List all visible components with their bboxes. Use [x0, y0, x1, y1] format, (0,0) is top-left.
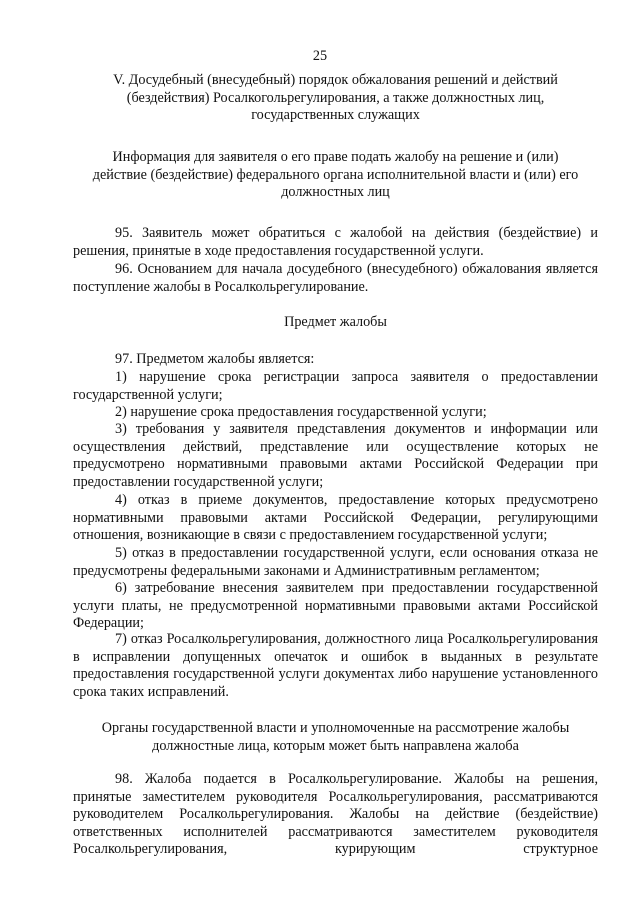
section-title [73, 72, 598, 125]
organs-heading [73, 720, 598, 755]
list-item: 2) нарушение срока предоставления государственной услуги; [115, 404, 487, 420]
list-item: 1) нарушение срока регистрации запроса заявителя о предоставлении государственной услуги; [73, 369, 598, 403]
info-heading-line: действие (бездействие) федерального органа исполнительной власти и (или) его [92, 166, 579, 183]
subject-heading: Предмет жалобы [284, 314, 387, 330]
info-heading-line: должностных лиц [281, 184, 390, 200]
paragraph-95: 95. Заявитель может обратиться с жалобой на действия (бездействие) и решения, принятые в ходе предоставления государственной услуги. [73, 225, 598, 259]
page-number: 25 [312, 48, 328, 64]
info-heading-line: Информация для заявителя о его праве подать жалобу на решение и (или) [112, 149, 559, 165]
paragraph-98: 98. Жалоба подается в Росалкольрегулирование. Жалобы на решения, принятые заместителем руководителя Росалкольрегулирования, рассматриваются руководителем Росалкольрегулирования. Жалобы на действие (бездействие) ответственных исполнителей рассматриваются заместителем руководителя Росалкольрегулирования, курирующим структурное [73, 771, 598, 857]
list-item: 5) отказ в предоставлении государственной услуги, если основания отказа не предусмотрены федеральными законами и Административным регламентом; [73, 545, 598, 579]
section-title-line: государственных служащих [251, 107, 420, 123]
section-title-line: (бездействия) Росалкогольрегулирования, а также должностных лиц, [126, 89, 545, 106]
paragraph-97: 97. Предметом жалобы является: [115, 351, 315, 367]
organs-heading-line: должностные лица, которым может быть направлена жалоба [152, 737, 519, 754]
list-item: 3) требования у заявителя представления документов и информации или осуществления действий, представление или осуществление которых не предусмотрено нормативными правовыми актами Российской Федерации при предоставлении государственной услуги; [73, 421, 598, 490]
list-item: 4) отказ в приеме документов, предоставление которых предусмотрено нормативными правовыми актами Российской Федерации, регулирующими отношения, возникающие в связи с предоставлением государственной услуги; [73, 492, 598, 543]
list-item: 7) отказ Росалкольрегулирования, должностного лица Росалкольрегулирования в исправлении допущенных опечаток и ошибок в выданных в результате предоставления государственной услуги документах либо нарушение установленного срока таких исправлений. [73, 631, 598, 700]
info-heading [73, 149, 598, 202]
organs-heading-line: Органы государственной власти и уполномоченные на рассмотрение жалобы [101, 720, 570, 736]
paragraph-96: 96. Основанием для начала досудебного (внесудебного) обжалования является поступление жалобы в Росалкольрегулирование. [73, 261, 598, 295]
section-title-line: V. Досудебный (внесудебный) порядок обжалования решений и действий [113, 72, 558, 88]
list-item: 6) затребование внесения заявителем при предоставлении государственной услуги платы, не предусмотренной нормативными правовыми актами Российской Федерации; [73, 580, 598, 631]
